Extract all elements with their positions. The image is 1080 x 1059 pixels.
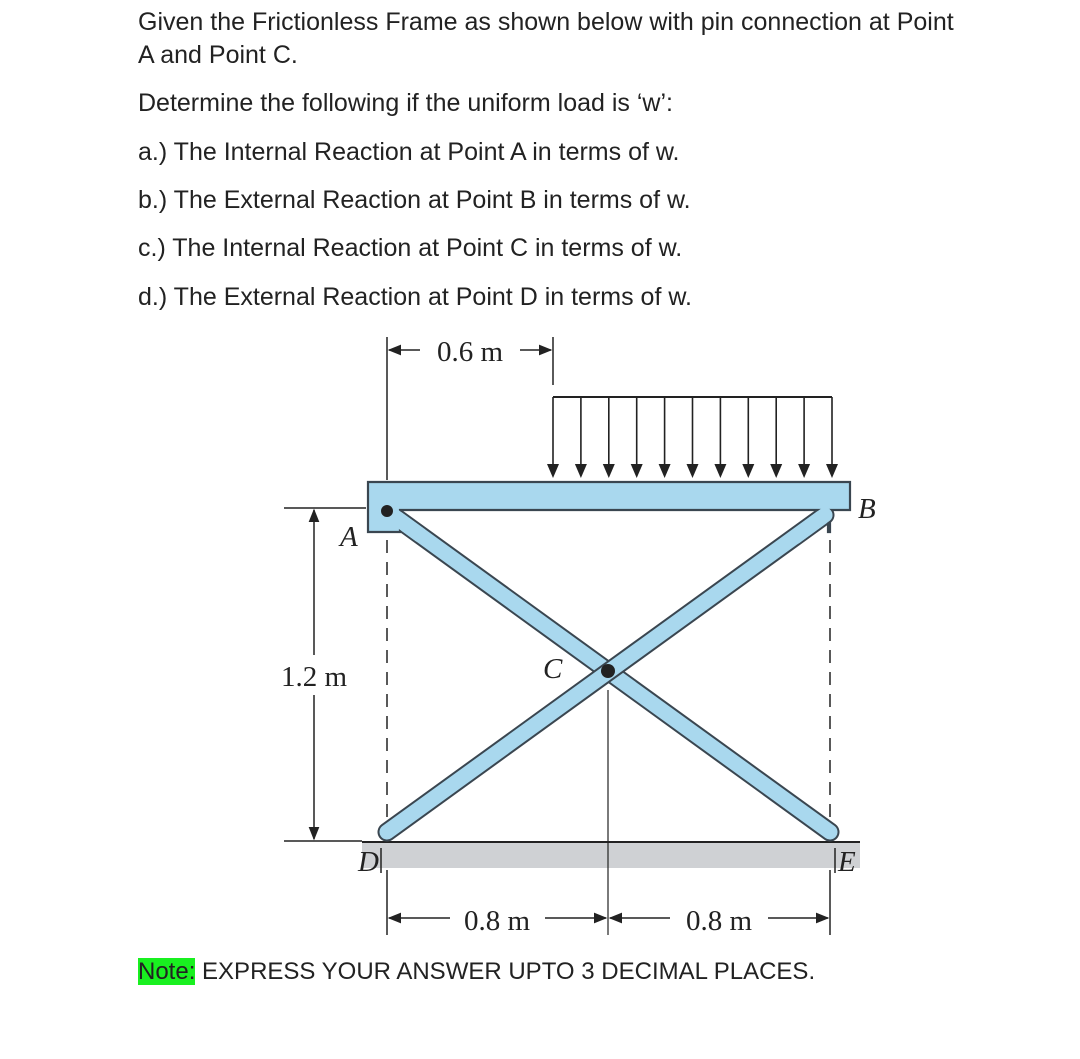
question-b: b.) The External Reaction at Point B in terms of w. [138, 186, 691, 214]
note-line [138, 955, 815, 989]
top-dimension-label: 0.6 m [436, 336, 504, 368]
label-d: D [358, 846, 379, 878]
load-arrow-head [659, 464, 671, 478]
left-span-label: 0.8 m [463, 905, 531, 937]
label-c: C [543, 653, 563, 685]
note-label: Note: [138, 958, 196, 985]
distributed-load [547, 397, 838, 478]
label-e: E [838, 846, 856, 878]
intro-line-2: A and Point C. [138, 41, 298, 69]
load-arrow-head [798, 464, 810, 478]
note-text: EXPRESS YOUR ANSWER UPTO 3 DECIMAL PLACES. [195, 958, 816, 985]
load-arrow-head [575, 464, 587, 478]
load-arrow-head [714, 464, 726, 478]
member-db-over-beam [795, 515, 825, 537]
top-beam [368, 482, 850, 532]
load-arrow-head [631, 464, 643, 478]
load-arrow-head [826, 464, 838, 478]
intro-line-1: Given the Frictionless Frame as shown below with pin connection at Point [138, 8, 954, 36]
load-arrow-head [547, 464, 559, 478]
height-dimension-label: 1.2 m [280, 661, 348, 693]
ground-surface [362, 842, 860, 868]
label-b: B [858, 493, 876, 525]
pin-c [601, 664, 615, 678]
pin-a [381, 505, 393, 517]
load-arrow-head [687, 464, 699, 478]
load-arrow-head [770, 464, 782, 478]
label-a: A [340, 521, 358, 553]
load-arrow-head [603, 464, 615, 478]
right-span-label: 0.8 m [685, 905, 753, 937]
question-c: c.) The Internal Reaction at Point C in terms of w. [138, 234, 683, 262]
prompt-text: Determine the following if the uniform load is ‘w’: [138, 89, 673, 117]
load-arrow-head [742, 464, 754, 478]
question-d: d.) The External Reaction at Point D in terms of w. [138, 283, 692, 311]
question-a: a.) The Internal Reaction at Point A in terms of w. [138, 138, 680, 166]
